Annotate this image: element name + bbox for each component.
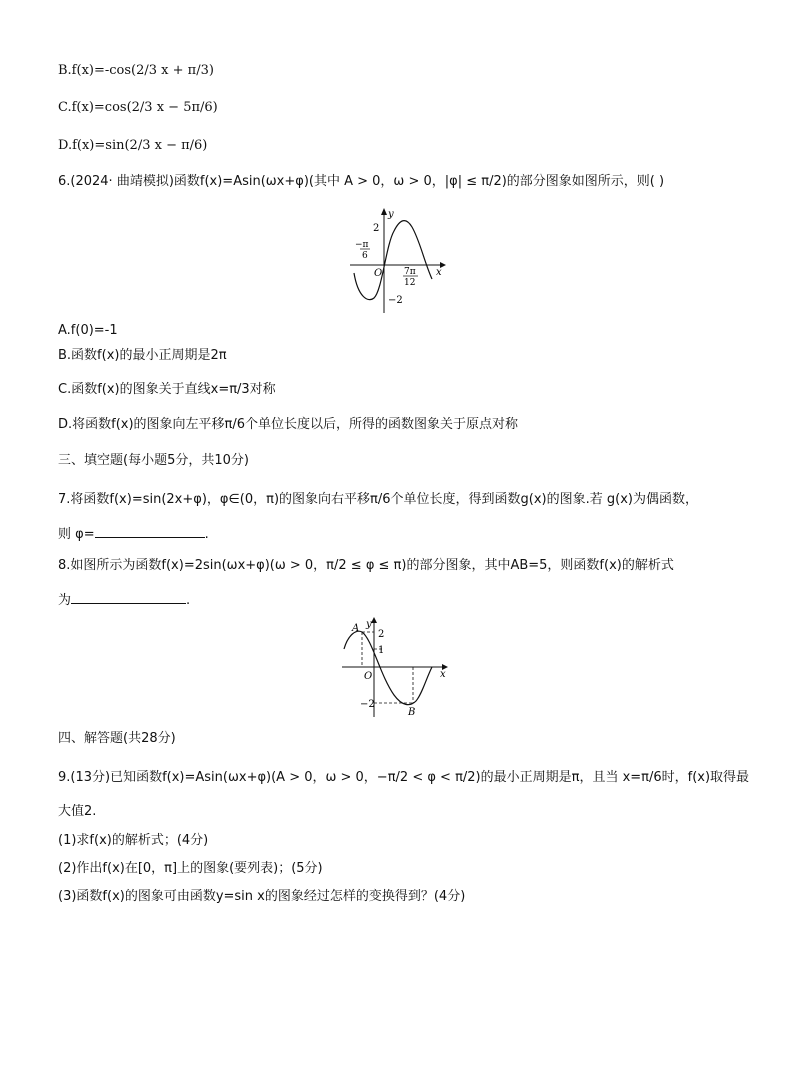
label-neg-pi-top: −π bbox=[355, 240, 369, 250]
sine-curve bbox=[344, 631, 432, 704]
label-seven-pi-bottom: 12 bbox=[404, 278, 416, 288]
y-axis-label: y bbox=[388, 209, 394, 220]
q8-prefix: 为 bbox=[58, 593, 72, 608]
q7-answer-blank[interactable] bbox=[95, 525, 205, 538]
y-axis-arrow bbox=[381, 208, 387, 215]
question-9-line1: 9.(13分)已知函数f(x)=Asin(ωx+φ)(A > 0，ω > 0，−π/2 < φ < π/2)的最小正周期是π，且当 x=π/6时，f(x)取得最 bbox=[58, 770, 750, 785]
question-9-part-1: (1)求f(x)的解析式；(4分) bbox=[58, 833, 209, 848]
option-q5-b: B.f(x)=-cos(2/3 x + π/3) bbox=[58, 63, 214, 78]
y-axis-label: y bbox=[366, 619, 372, 630]
label-neg-two: −2 bbox=[360, 699, 375, 710]
label-neg-pi-bottom: 6 bbox=[362, 251, 368, 261]
option-q5-c: C.f(x)=cos(2/3 x − 5π/6) bbox=[58, 100, 218, 115]
label-neg-two: −2 bbox=[388, 295, 403, 306]
q8-suffix: . bbox=[186, 593, 191, 608]
q7-suffix: . bbox=[204, 527, 209, 542]
question-9-part-2: (2)作出f(x)在[0，π]上的图象(要列表)；(5分) bbox=[58, 861, 323, 876]
label-origin: O bbox=[364, 671, 373, 682]
option-q6-a: A.f(0)=-1 bbox=[58, 323, 118, 338]
label-seven-pi-top: 7π bbox=[404, 267, 416, 277]
option-q6-b: B.函数f(x)的最小正周期是2π bbox=[58, 348, 227, 363]
question-6-stem: 6.(2024· 曲靖模拟)函数f(x)=Asin(ωx+φ)(其中 A > 0，ω > 0，|φ| ≤ π/2)的部分图象如图所示，则( ) bbox=[58, 174, 665, 189]
section-3-heading: 三、填空题(每小题5分，共10分) bbox=[58, 453, 249, 468]
origin-label: O bbox=[374, 268, 383, 279]
section-4-heading: 四、解答题(共28分) bbox=[58, 731, 176, 746]
x-axis-label: x bbox=[436, 267, 442, 278]
x-axis-label: x bbox=[440, 669, 446, 680]
label-two: 2 bbox=[378, 629, 385, 640]
question-8-line1: 8.如图所示为函数f(x)=2sin(ωx+φ)(ω > 0，π/2 ≤ φ ≤ π)的部分图象，其中AB=5，则函数f(x)的解析式 bbox=[58, 558, 674, 573]
q8-answer-blank[interactable] bbox=[71, 591, 186, 604]
q6-graph bbox=[340, 205, 450, 317]
label-b: B bbox=[408, 707, 416, 718]
question-7-line2 bbox=[58, 525, 209, 544]
label-a: A bbox=[352, 623, 360, 634]
question-7-line1: 7.将函数f(x)=sin(2x+φ)，φ∈(0，π)的图象向右平移π/6个单位长度，得到函数g(x)的图象.若 g(x)为偶函数， bbox=[58, 492, 698, 507]
question-9-part-3: (3)函数f(x)的图象可由函数y=sin x的图象经过怎样的变换得到？(4分) bbox=[58, 889, 466, 904]
q8-graph bbox=[338, 615, 453, 721]
label-two: 2 bbox=[373, 223, 380, 234]
question-9-line2: 大值2. bbox=[58, 804, 97, 819]
option-q5-d: D.f(x)=sin(2/3 x − π/6) bbox=[58, 138, 208, 153]
label-one: 1 bbox=[378, 645, 385, 656]
y-axis-arrow bbox=[371, 617, 377, 623]
question-8-line2 bbox=[58, 591, 190, 610]
option-q6-c: C.函数f(x)的图象关于直线x=π/3对称 bbox=[58, 382, 276, 397]
q7-prefix: 则 φ= bbox=[58, 527, 95, 542]
option-q6-d: D.将函数f(x)的图象向左平移π/6个单位长度以后，所得的函数图象关于原点对称 bbox=[58, 417, 519, 432]
